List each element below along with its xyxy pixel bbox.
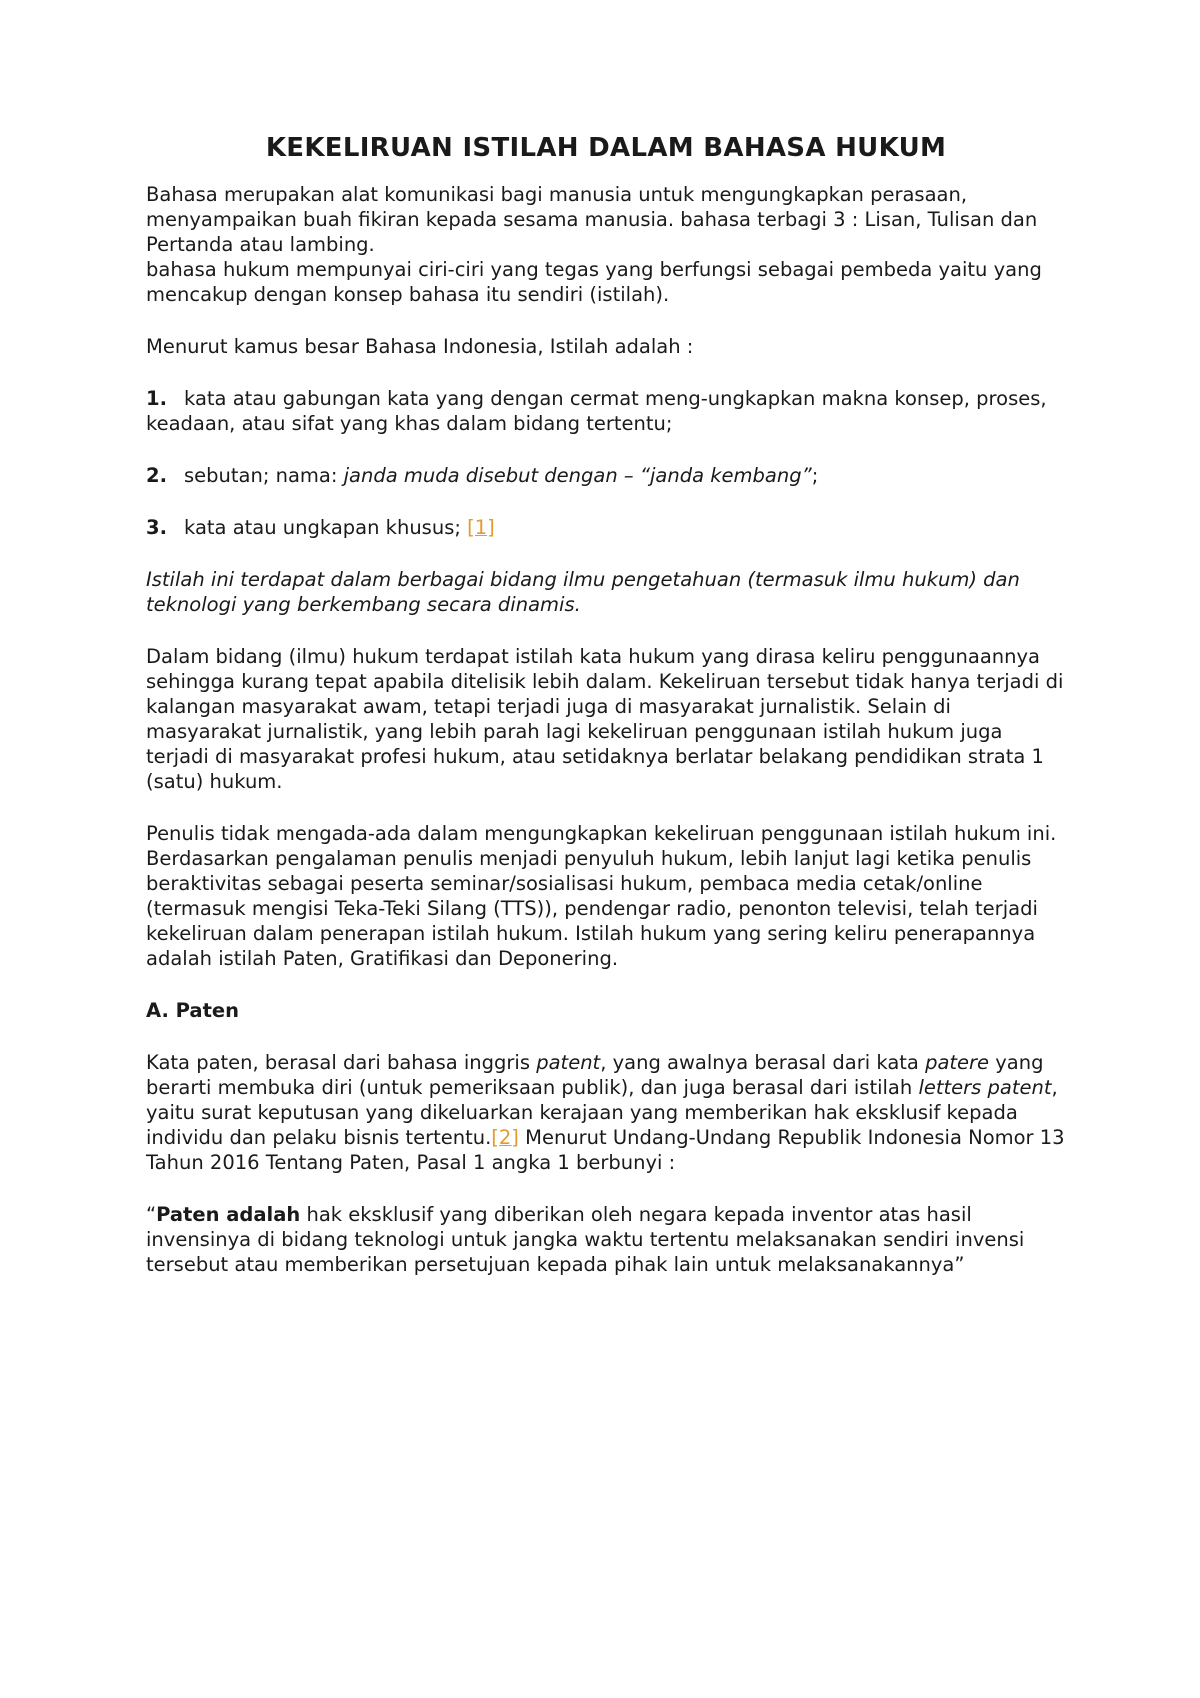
- paragraph-paten: [146, 1050, 1066, 1175]
- term-letters-patent: letters patent: [918, 1076, 1052, 1099]
- section-heading-paten: A. Paten: [146, 999, 240, 1022]
- quote-rest: hak eksklusif yang diberikan oleh negara kepada inventor atas hasil invensinya di bidang teknologi untuk jangka waktu tertentu melaksanakan sendiri invensi tersebut atau memberikan persetujuan kepada pihak lain untuk melaksanakannya”: [146, 1203, 1025, 1276]
- document-page: [146, 130, 1066, 1304]
- intro-line-2: bahasa hukum mempunyai ciri-ciri yang tegas yang berfungsi sebagai pembeda yaitu yang mencakup dengan konsep bahasa itu sendiri (istilah).: [146, 258, 1042, 306]
- intro-line-1: Bahasa merupakan alat komunikasi bagi manusia untuk mengungkapkan perasaan, menyampaikan buah fikiran kepada sesama manusia. bahasa terbagi 3 : Lisan, Tulisan dan Pertanda atau lambing.: [146, 183, 1038, 256]
- list-number: 1.: [146, 387, 167, 410]
- paten-text: , yaitu surat keputusan yang dikeluarkan kerajaan yang memberikan hak eksklusif kepada individu dan pelaku bisnis tertentu.: [146, 1076, 1058, 1149]
- list-item: [146, 386, 1066, 436]
- kamus-intro: Menurut kamus besar Bahasa Indonesia, Istilah adalah :: [146, 335, 694, 358]
- paten-text: yang berarti membuka diri (untuk pemeriksaan publik), dan juga berasal dari istilah: [146, 1051, 1044, 1099]
- italic-paragraph: Istilah ini terdapat dalam berbagai bidang ilmu pengetahuan (termasuk ilmu hukum) dan teknologi yang berkembang secara dinamis.: [146, 568, 1020, 616]
- document-title: KEKELIRUAN ISTILAH DALAM BAHASA HUKUM: [265, 133, 947, 163]
- footnote-link-1[interactable]: [1]: [467, 516, 495, 539]
- list-item: [146, 463, 1066, 488]
- paragraph-bidang: Dalam bidang (ilmu) hukum terdapat istilah kata hukum yang dirasa keliru penggunaannya sehingga kurang tepat apabila ditelisik lebih dalam. Kekeliruan tersebut tidak hanya terjadi di kalangan masyarakat awam, tetapi terjadi juga di masyarakat jurnalistik. Selain di masyarakat jurnalistik, yang lebih parah lagi kekeliruan penggunaan istilah hukum juga terjadi di masyarakat profesi hukum, atau setidaknya berlatar belakang pendidikan strata 1 (satu) hukum.: [146, 645, 1064, 793]
- list-item: [146, 515, 1066, 540]
- quote-paragraph: [146, 1202, 1066, 1277]
- intro-paragraph: [146, 182, 1066, 307]
- list-number: 3.: [146, 516, 167, 539]
- list-text: kata atau gabungan kata yang dengan cermat meng-ungkapkan makna konsep, proses, keadaan, atau sifat yang khas dalam bidang tertentu;: [146, 387, 1047, 435]
- list-number: 2.: [146, 464, 167, 487]
- list-text: sebutan; nama:: [184, 464, 344, 487]
- footnote-link-2[interactable]: [2]: [491, 1126, 519, 1149]
- quote-open: “: [146, 1203, 157, 1226]
- term-patent: patent: [536, 1051, 601, 1074]
- term-patere: patere: [925, 1051, 990, 1074]
- paten-text: Menurut Undang-Undang Republik Indonesia Nomor 13 Tahun 2016 Tentang Paten, Pasal 1 angka 1 berbunyi :: [146, 1126, 1065, 1174]
- list-tail: ;: [811, 464, 819, 487]
- paragraph-penulis: Penulis tidak mengada-ada dalam mengungkapkan kekeliruan penggunaan istilah hukum ini. Berdasarkan pengalaman penulis menjadi penyuluh hukum, lebih lanjut lagi ketika penulis beraktivitas sebagai peserta seminar/sosialisasi hukum, pembaca media cetak/online (termasuk mengisi Teka-Teki Silang (TTS)), pendengar radio, penonton televisi, telah terjadi kekeliruan dalam penerapan istilah hukum. Istilah hukum yang sering keliru penerapannya adalah istilah Paten, Gratifikasi dan Deponering.: [146, 822, 1057, 970]
- paten-text: , yang awalnya berasal dari kata: [600, 1051, 926, 1074]
- list-italic-example: janda muda disebut dengan – “janda kembang”: [343, 464, 812, 487]
- list-text: kata atau ungkapan khusus;: [184, 516, 468, 539]
- quote-bold-term: Paten adalah: [156, 1203, 301, 1226]
- paten-text: Kata paten, berasal dari bahasa inggris: [146, 1051, 537, 1074]
